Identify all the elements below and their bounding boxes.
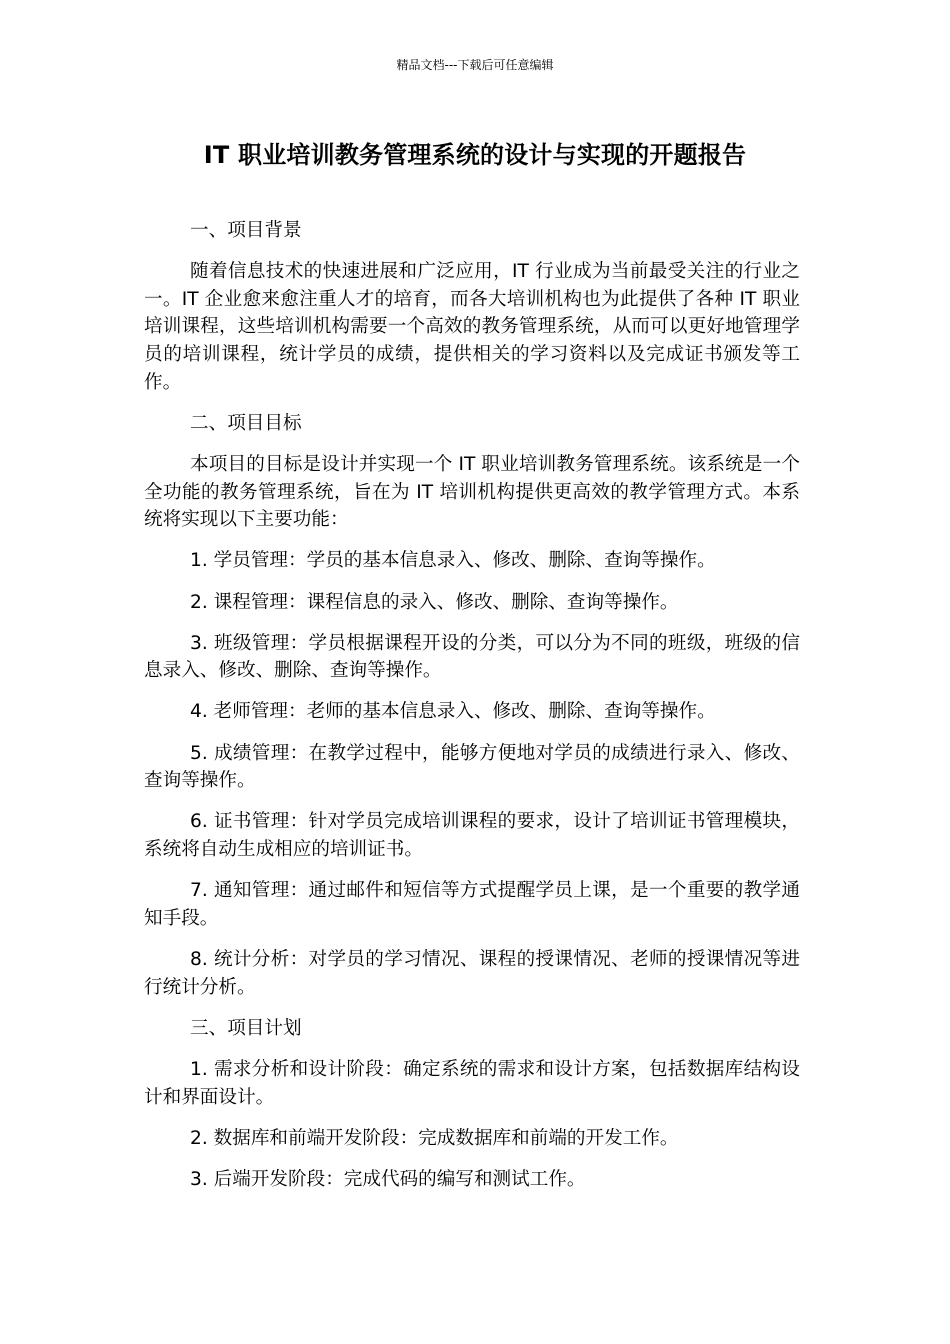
list-item-statistics: 8. 统计分析：对学员的学习情况、课程的授课情况、老师的授课情况等进行统计分析。	[144, 949, 800, 998]
plan-item-backend: 3. 后端开发阶段：完成代码的编写和测试工作。	[190, 1168, 586, 1190]
list-item-certificate-management: 6. 证书管理：针对学员完成培训课程的要求，设计了培训证书管理模块，系统将自动生成相应的培训证书。	[144, 811, 800, 861]
section-heading-goals: 二、项目目标	[190, 412, 302, 434]
section-heading-plan: 三、项目计划	[190, 1017, 302, 1039]
section-heading-background: 一、项目背景	[190, 220, 302, 241]
list-item-course-management: 2. 课程管理：课程信息的录入、修改、删除、查询等操作。	[190, 591, 679, 613]
list-item-grade-management: 5. 成绩管理：在教学过程中，能够方便地对学员的成绩进行录入、修改、查询等操作。	[144, 742, 800, 792]
list-item-class-management: 3. 班级管理：学员根据课程开设的分类，可以分为不同的班级，班级的信息录入、修改、删除、查询等操作。	[144, 632, 800, 682]
list-item-notification-management: 7. 通知管理：通过邮件和短信等方式提醒学员上课，是一个重要的教学通知手段。	[144, 880, 800, 929]
list-item-teacher-management: 4. 老师管理：老师的基本信息录入、修改、删除、查询等操作。	[190, 701, 716, 723]
document-body	[144, 217, 800, 1207]
paragraph-background: 随着信息技术的快速进展和广泛应用，IT 行业成为当前最受关注的行业之一。IT 企业愈来愈注重人才的培育，而各大培训机构也为此提供了各种 IT 职业培训课程，这些培训机构需要一个高效的教务管理系统，从而可以更好地管理学员的培训课程，统计学员的成绩，提供相关的学习资料以及完成证书颁发等工作。	[144, 261, 800, 393]
plan-item-database-frontend: 2. 数据库和前端开发阶段：完成数据库和前端的开发工作。	[190, 1127, 679, 1149]
paragraph-goals: 本项目的目标是设计并实现一个 IT 职业培训教务管理系统。该系统是一个全功能的教务管理系统，旨在为 IT 培训机构提供更高效的教学管理方式。本系统将实现以下主要功能：	[144, 453, 800, 531]
list-item-student-management: 1. 学员管理：学员的基本信息录入、修改、删除、查询等操作。	[190, 550, 716, 572]
document-title: IT 职业培训教务管理系统的设计与实现的开题报告	[203, 141, 747, 169]
plan-item-requirements: 1. 需求分析和设计阶段：确定系统的需求和设计方案，包括数据库结构设计和界面设计。	[144, 1058, 800, 1108]
page-header: 精品文档---下载后可任意编辑	[396, 58, 554, 72]
